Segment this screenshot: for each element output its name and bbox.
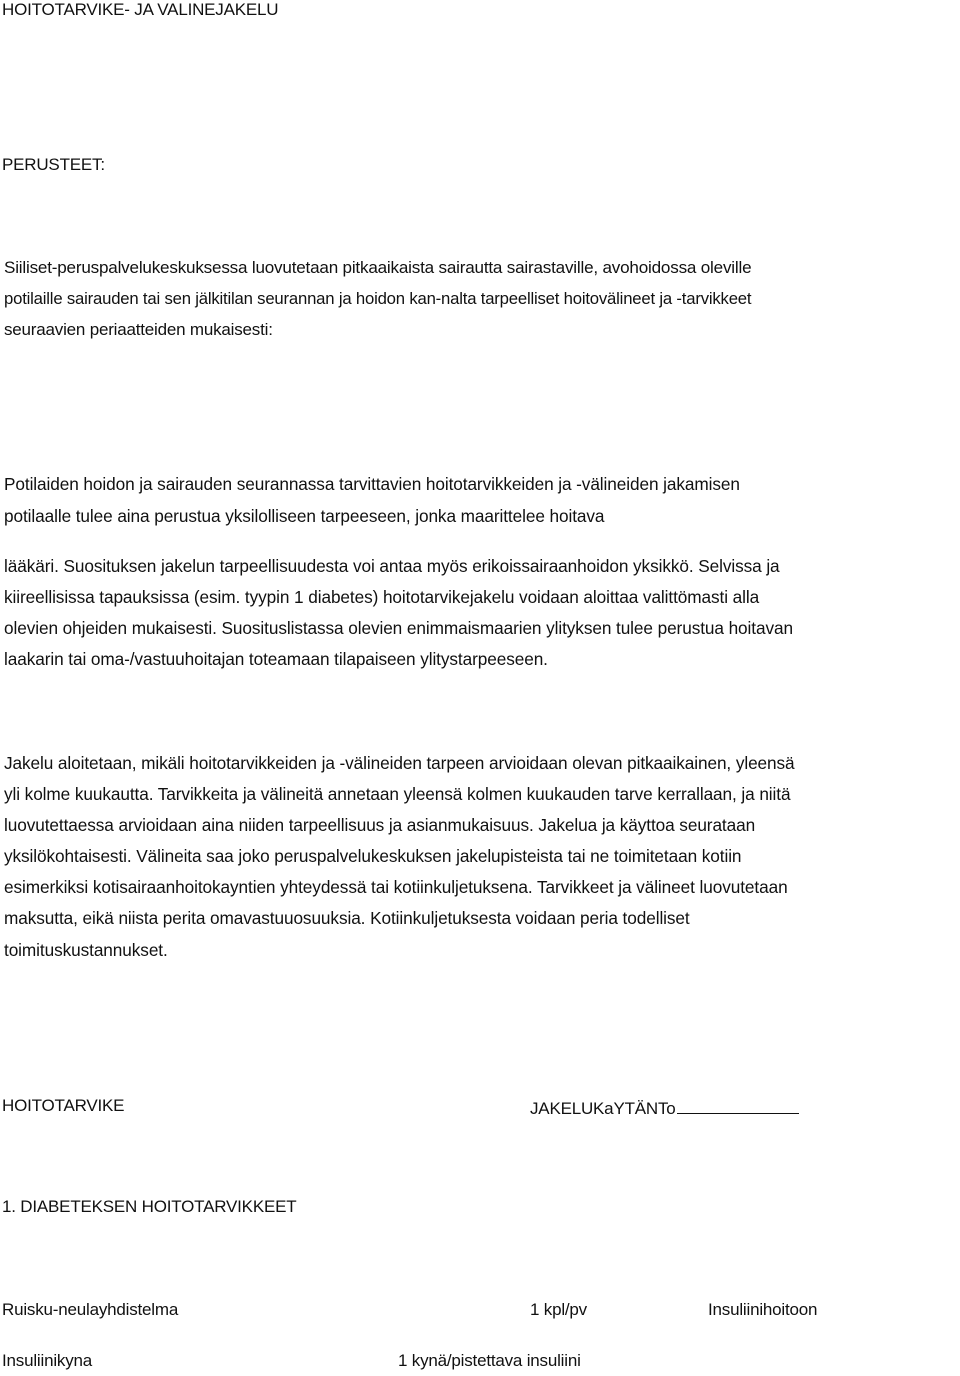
document-title: HOITOTARVIKE- JA VALINEJAKELU xyxy=(2,0,279,19)
row-amount: 1 kpl/pv xyxy=(530,1300,587,1319)
row-note: Insuliinihoitoon xyxy=(708,1300,818,1319)
fill-in-line xyxy=(677,1096,799,1114)
paragraph-line: toimituskustannukset. xyxy=(4,940,168,960)
paragraph-line: Jakelu aloitetaan, mikäli hoitotarvikkeiden ja -välineiden tarpeen arvioidaan olevan pitkaaikainen, yleensä xyxy=(4,753,795,773)
row-item: Ruisku-neulayhdistelma xyxy=(2,1300,179,1319)
section-heading: PERUSTEET: xyxy=(2,155,105,174)
paragraph-line: Potilaiden hoidon ja sairauden seurannassa tarvittavien hoitotarvikkeiden ja -välineiden jakamisen xyxy=(4,474,740,494)
paragraph-line: olevien ohjeiden mukaisesti. Suosituslistassa olevien enimmaismaarien ylityksen tulee perustua hoitavan xyxy=(4,618,793,638)
paragraph-line: kiireellisissa tapauksissa (esim. tyypin 1 diabetes) hoitotarvikejakelu voidaan aloittaa valittömasti alla xyxy=(4,587,760,607)
paragraph-line: maksutta, eikä niista perita omavastuuosuuksia. Kotiinkuljetuksesta voidaan peria todelliset xyxy=(4,908,690,928)
row-amount: 1 kynä/pistettava insuliini xyxy=(398,1351,581,1370)
intro-line: potilaille sairauden tai sen jälkitilan seurannan ja hoidon kan-nalta tarpeelliset hoitovälineet ja -tarvikkeet xyxy=(4,289,752,308)
category-heading: 1. DIABETEKSEN HOITOTARVIKKEET xyxy=(2,1197,297,1216)
column-header-item: HOITOTARVIKE xyxy=(2,1096,125,1115)
row-item: Insuliinikyna xyxy=(2,1351,93,1370)
intro-line: Siiliset-peruspalvelukeskuksessa luovutetaan pitkaaikaista sairautta sairastaville, avohoidossa oleville xyxy=(4,258,752,277)
paragraph-line: laakarin tai oma-/vastuuhoitajan toteamaan tilapaiseen ylitystarpeeseen. xyxy=(4,649,548,669)
paragraph-line: potilaalle tulee aina perustua yksilolliseen tarpeeseen, jonka maarittelee hoitava xyxy=(4,506,605,526)
paragraph-line: luovutettaessa arvioidaan aina niiden tarpeellisuus ja asianmukaisuus. Jakelua ja käyttoa seurataan xyxy=(4,815,756,835)
paragraph-line: lääkäri. Suosituksen jakelun tarpeellisuudesta voi antaa myös erikoissairaanhoidon yksikkö. Selvissa ja xyxy=(4,556,780,576)
paragraph-line: yli kolme kuukautta. Tarvikkeita ja välineitä annetaan yleensä kolmen kuukauden tarve kerrallaan, ja niitä xyxy=(4,784,791,804)
paragraph-line: yksilökohtaisesti. Välineita saa joko peruspalvelukeskuksen jakelupisteista tai ne toimitetaan kotiin xyxy=(4,846,742,866)
column-header-distribution xyxy=(530,1096,799,1119)
paragraph-line: esimerkiksi kotisairaanhoitokayntien yhteydessä tai kotiinkuljetuksena. Tarvikkeet ja välineet luovutetaan xyxy=(4,877,788,897)
intro-line: seuraavien periaatteiden mukaisesti: xyxy=(4,320,273,339)
column-header-label: JAKELUKaYTÄNTo xyxy=(530,1099,676,1118)
